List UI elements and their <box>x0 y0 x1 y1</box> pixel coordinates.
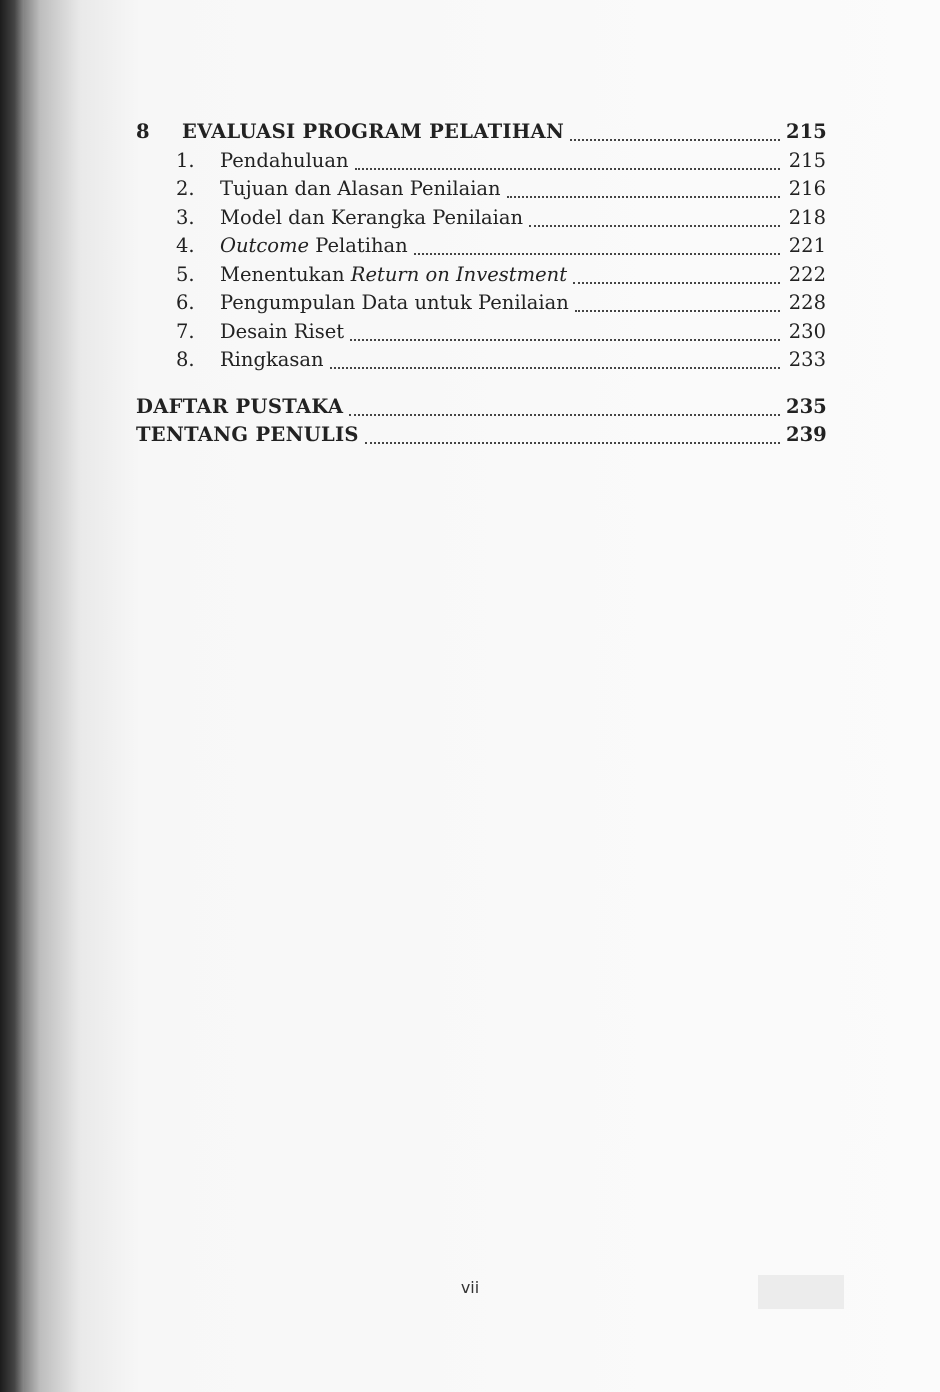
section-title-rest: Pelatihan <box>309 234 408 257</box>
chapter-page: 215 <box>786 120 827 143</box>
section-page: 233 <box>788 348 826 371</box>
dot-leader <box>365 442 780 444</box>
toc-section-row <box>136 234 826 263</box>
chapter-number: 8 <box>136 120 150 143</box>
section-number: 5. <box>176 262 195 286</box>
backmatter-title: TENTANG PENULIS <box>136 423 359 446</box>
section-number: 7. <box>176 319 195 343</box>
section-title: Desain Riset <box>220 319 345 343</box>
section-title: Tujuan dan Alasan Penilaian <box>220 177 501 200</box>
section-title <box>220 263 567 286</box>
section-number: 3. <box>176 205 195 229</box>
section-page: 228 <box>788 291 826 314</box>
toc-backmatter-row <box>136 395 826 424</box>
section-title: Model dan Kerangka Penilaian <box>220 205 524 229</box>
backmatter-title: DAFTAR PUSTAKA <box>136 394 344 418</box>
dot-leader <box>575 310 780 312</box>
dot-leader <box>330 367 780 369</box>
section-page: 230 <box>788 319 826 343</box>
section-title <box>220 234 408 257</box>
section-title: Pengumpulan Data untuk Penilaian <box>220 291 569 314</box>
section-title-rest: Menentukan <box>220 262 351 286</box>
toc-backmatter-row <box>136 423 826 452</box>
toc-section-row <box>136 320 826 349</box>
dot-leader <box>350 339 780 341</box>
section-number: 2. <box>176 177 195 200</box>
dot-leader <box>507 196 780 198</box>
section-page: 221 <box>788 234 826 257</box>
toc-section-row <box>136 348 826 377</box>
section-page: 218 <box>788 205 826 229</box>
toc-section-row <box>136 206 826 235</box>
section-number: 1. <box>176 148 195 172</box>
toc-section-row <box>136 263 826 292</box>
chapter-title: EVALUASI PROGRAM PELATIHAN <box>182 120 565 143</box>
section-title-italic: Return on Investment <box>350 262 568 286</box>
dot-leader <box>414 253 780 255</box>
dot-leader <box>573 282 780 284</box>
section-number: 4. <box>176 234 195 257</box>
backmatter-page: 239 <box>786 423 827 446</box>
dot-leader <box>529 225 780 227</box>
section-title-italic: Outcome <box>220 234 310 257</box>
toc-section-row <box>136 149 826 178</box>
gutter-shadow <box>0 0 24 1392</box>
backmatter-page: 235 <box>786 394 827 418</box>
table-of-contents <box>136 120 826 452</box>
toc-section-row <box>136 291 826 320</box>
section-number: 6. <box>176 291 195 314</box>
section-page: 216 <box>788 177 826 200</box>
spacer <box>136 377 826 395</box>
page-number: vii <box>460 1278 480 1297</box>
section-title: Ringkasan <box>220 348 324 371</box>
section-page: 215 <box>788 148 826 172</box>
toc-chapter-row <box>136 120 826 149</box>
section-number: 8. <box>176 348 195 371</box>
section-page: 222 <box>788 262 826 286</box>
dot-leader <box>355 168 780 170</box>
dot-leader <box>349 414 780 416</box>
dot-leader <box>570 139 780 141</box>
section-title: Pendahuluan <box>220 148 349 172</box>
toc-section-row <box>136 177 826 206</box>
